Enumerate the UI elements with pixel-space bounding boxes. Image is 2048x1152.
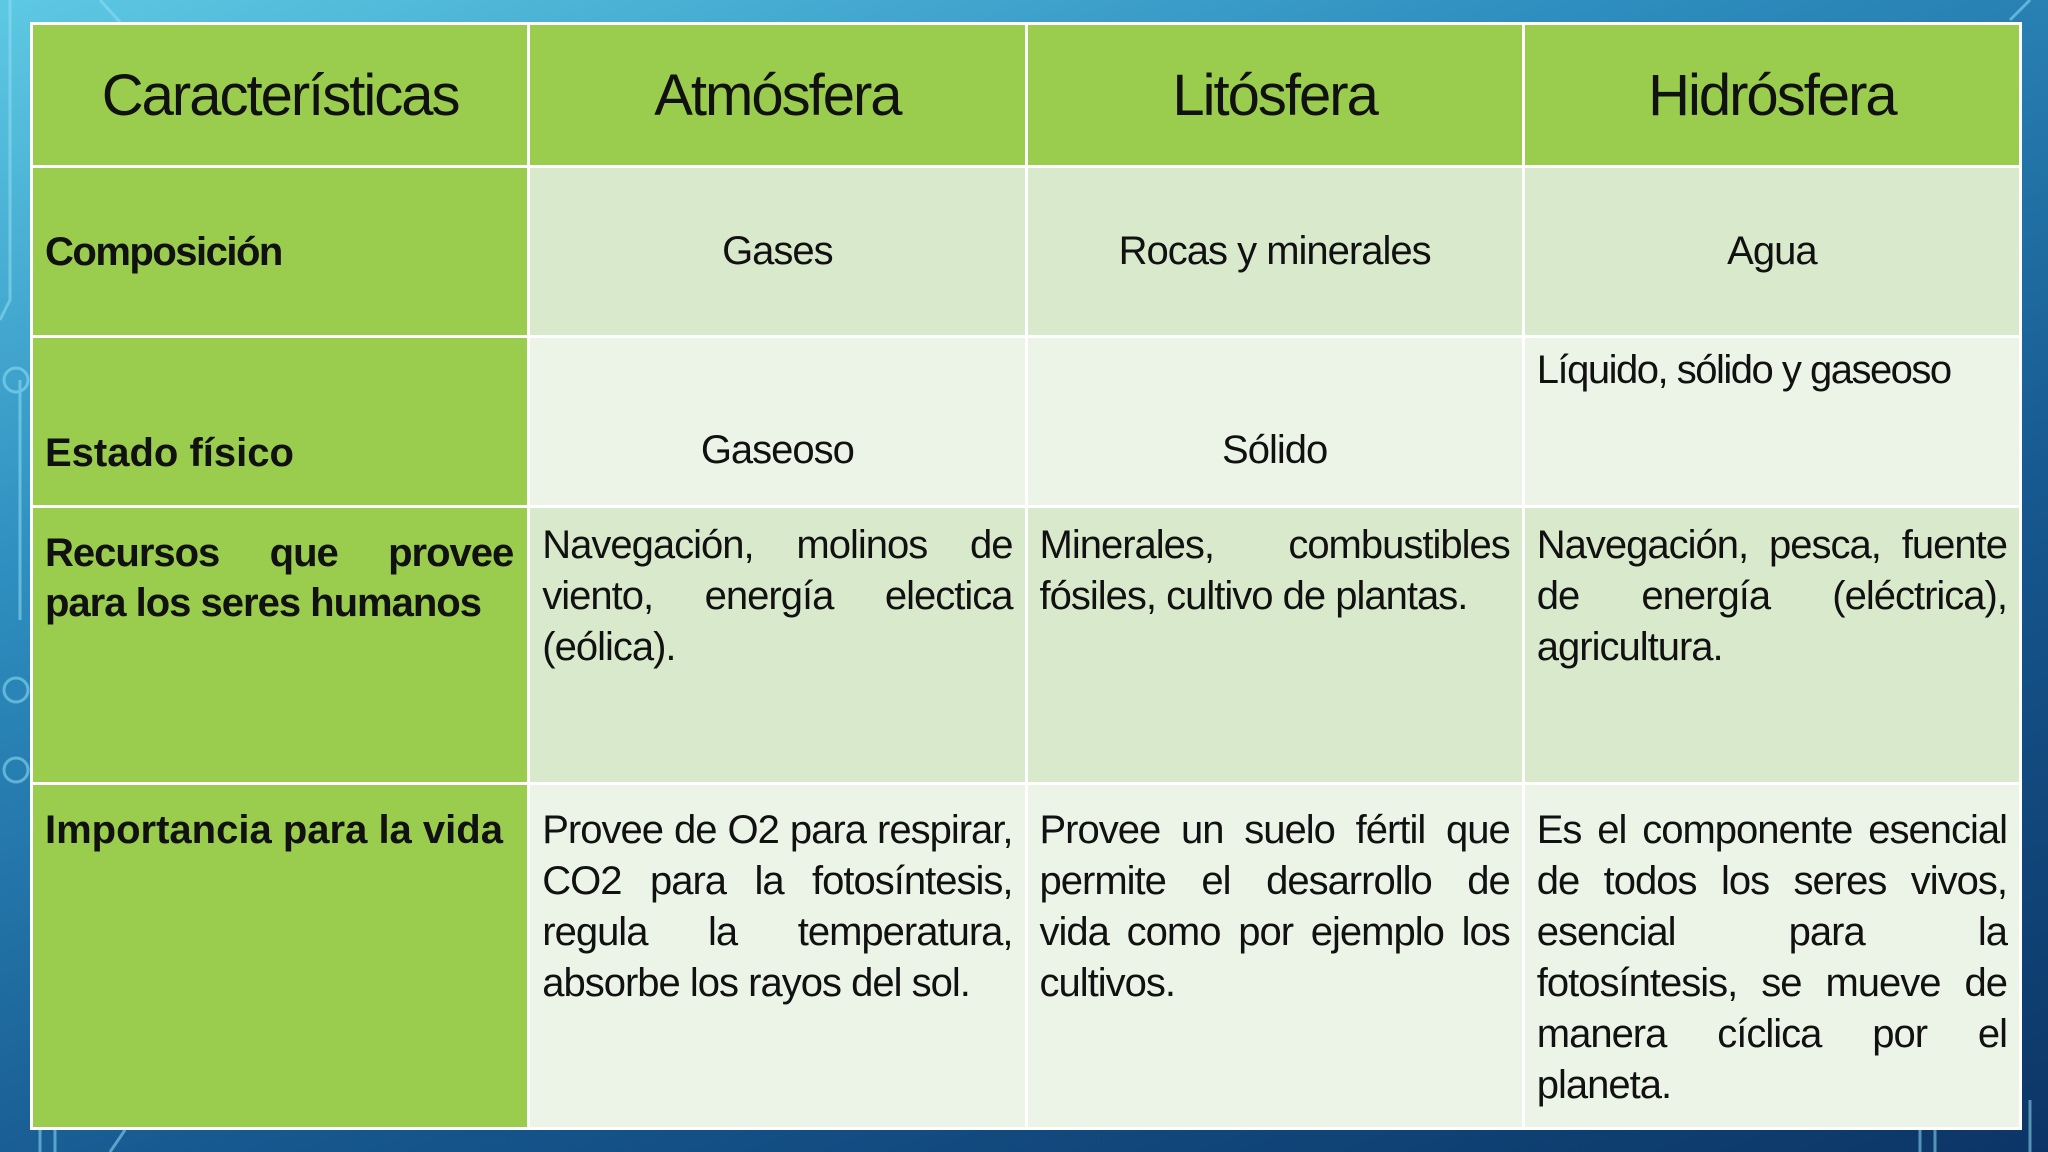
cell-atmosfera-importancia: Provee de O2 para respirar, CO2 para la fotosíntesis, regula la temperatura, absorbe los rayos del sol. <box>529 783 1026 1128</box>
cell-atmosfera-estado: Gaseoso <box>529 337 1026 507</box>
header-caracteristicas: Características <box>32 24 529 167</box>
cell-litosfera-importancia: Provee un suelo fértil que permite el desarrollo de vida como por ejemplo los cultivos. <box>1026 783 1523 1128</box>
header-atmosfera: Atmósfera <box>529 24 1026 167</box>
row-label-importancia: Importancia para la vida <box>32 783 529 1128</box>
row-label-recursos: Recursos que provee para los seres humanos <box>32 507 529 783</box>
table-row <box>32 507 2021 783</box>
header-hidrosfera: Hidrósfera <box>1523 24 2020 167</box>
cell-litosfera-recursos: Minerales, combustibles fósiles, cultivo de plantas. <box>1026 507 1523 783</box>
cell-litosfera-composicion: Rocas y minerales <box>1026 167 1523 337</box>
table-row <box>32 337 2021 507</box>
cell-atmosfera-recursos: Navegación, molinos de viento, energía electica (eólica). <box>529 507 1026 783</box>
cell-hidrosfera-estado: Líquido, sólido y gaseoso <box>1523 337 2020 507</box>
cell-litosfera-estado: Sólido <box>1026 337 1523 507</box>
spheres-comparison-table <box>30 22 2022 1130</box>
cell-hidrosfera-composicion: Agua <box>1523 167 2020 337</box>
table-row <box>32 783 2021 1128</box>
cell-hidrosfera-recursos: Navegación, pesca, fuente de energía (eléctrica), agricultura. <box>1523 507 2020 783</box>
cell-hidrosfera-importancia: Es el componente esencial de todos los seres vivos, esencial para la fotosíntesis, se mueve de manera cíclica por el planeta. <box>1523 783 2020 1128</box>
row-label-estado-fisico: Estado físico <box>32 337 529 507</box>
header-litosfera: Litósfera <box>1026 24 1523 167</box>
table-header-row <box>32 24 2021 167</box>
cell-atmosfera-composicion: Gases <box>529 167 1026 337</box>
row-label-composicion: Composición <box>32 167 529 337</box>
table-row <box>32 167 2021 337</box>
